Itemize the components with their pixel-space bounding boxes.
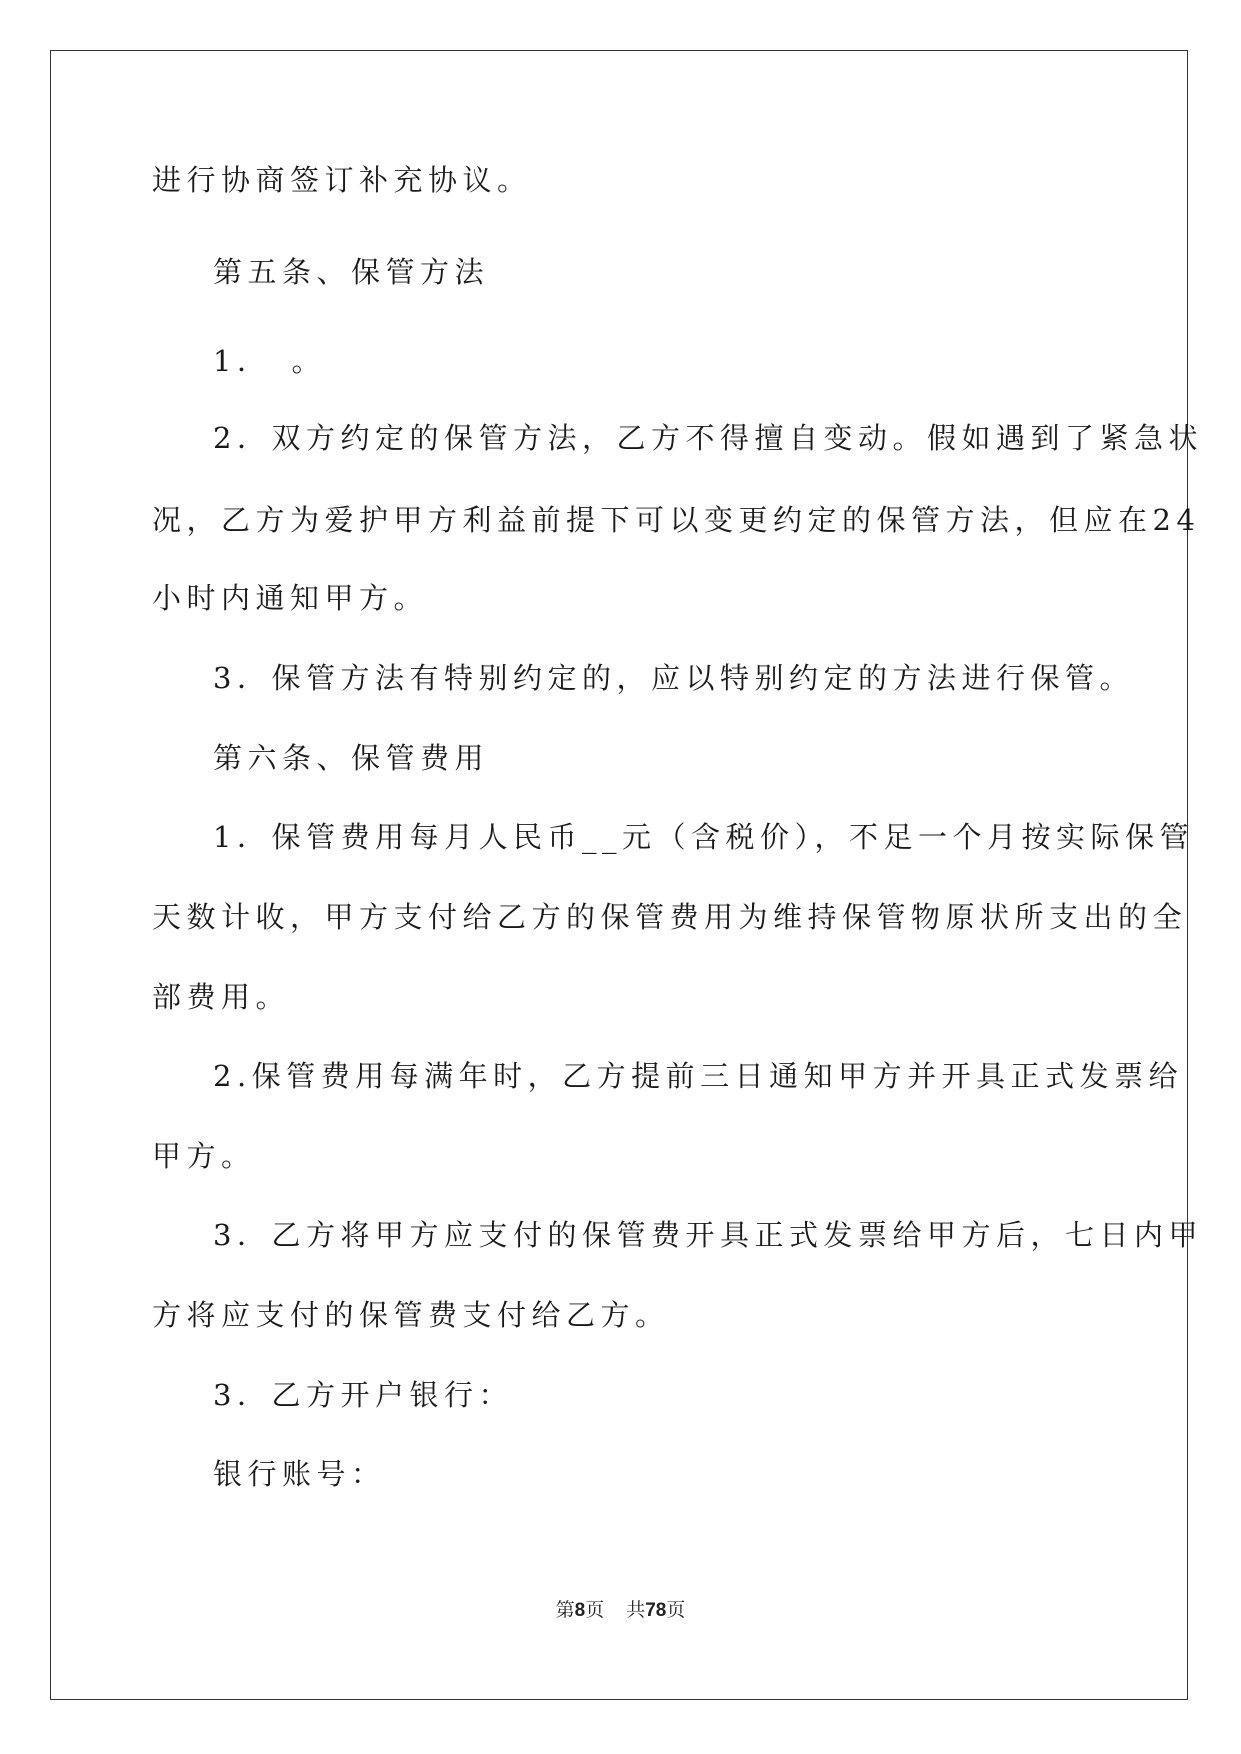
bank-account-line: 银行账号：	[213, 1457, 386, 1491]
article-5-item-1: 1． 。	[213, 344, 326, 378]
page-footer	[0, 1598, 1241, 1623]
article-5-item-3: 3．保管方法有特别约定的，应以特别约定的方法进行保管。	[213, 661, 1134, 695]
text-line-continuation: 进行协商签订补充协议。	[152, 163, 532, 197]
total-pages: 78	[645, 1600, 667, 1621]
bank-name-line: 3．乙方开户银行：	[213, 1378, 513, 1412]
article-6-item-1-line-3: 部费用。	[152, 980, 291, 1014]
article-6-item-3-line-2: 方将应支付的保管费支付给乙方。	[152, 1298, 670, 1332]
article-5-item-2-line-1: 2．双方约定的保管方法，乙方不得擅自变动。假如遇到了紧急状	[213, 421, 1203, 455]
article-5-heading: 第五条、保管方法	[213, 255, 490, 289]
page-prefix: 第	[555, 1599, 575, 1621]
article-6-item-1-line-2: 天数计收，甲方支付给乙方的保管费用为维持保管物原状所支出的全	[152, 900, 1188, 934]
article-6-item-2-line-2: 甲方。	[152, 1139, 256, 1173]
article-6-item-3-line-1: 3．乙方将甲方应支付的保管费开具正式发票给甲方后，七日内甲	[213, 1218, 1203, 1252]
article-5-item-2-line-3: 小时内通知甲方。	[152, 581, 429, 615]
total-prefix: 共	[626, 1599, 646, 1621]
page-suffix: 页	[585, 1599, 605, 1621]
article-6-heading: 第六条、保管费用	[213, 741, 490, 775]
article-6-item-1-line-1: 1．保管费用每月人民币__元（含税价），不足一个月按实际保管	[213, 820, 1194, 854]
article-5-item-2-line-2: 况，乙方为爱护甲方利益前提下可以变更约定的保管方法，但应在24	[152, 503, 1201, 537]
article-6-item-2-line-1: 2.保管费用每满年时，乙方提前三日通知甲方并开具正式发票给	[213, 1059, 1184, 1093]
page-border	[50, 50, 1188, 1700]
page-number: 8	[574, 1600, 586, 1621]
total-suffix: 页	[666, 1599, 686, 1621]
